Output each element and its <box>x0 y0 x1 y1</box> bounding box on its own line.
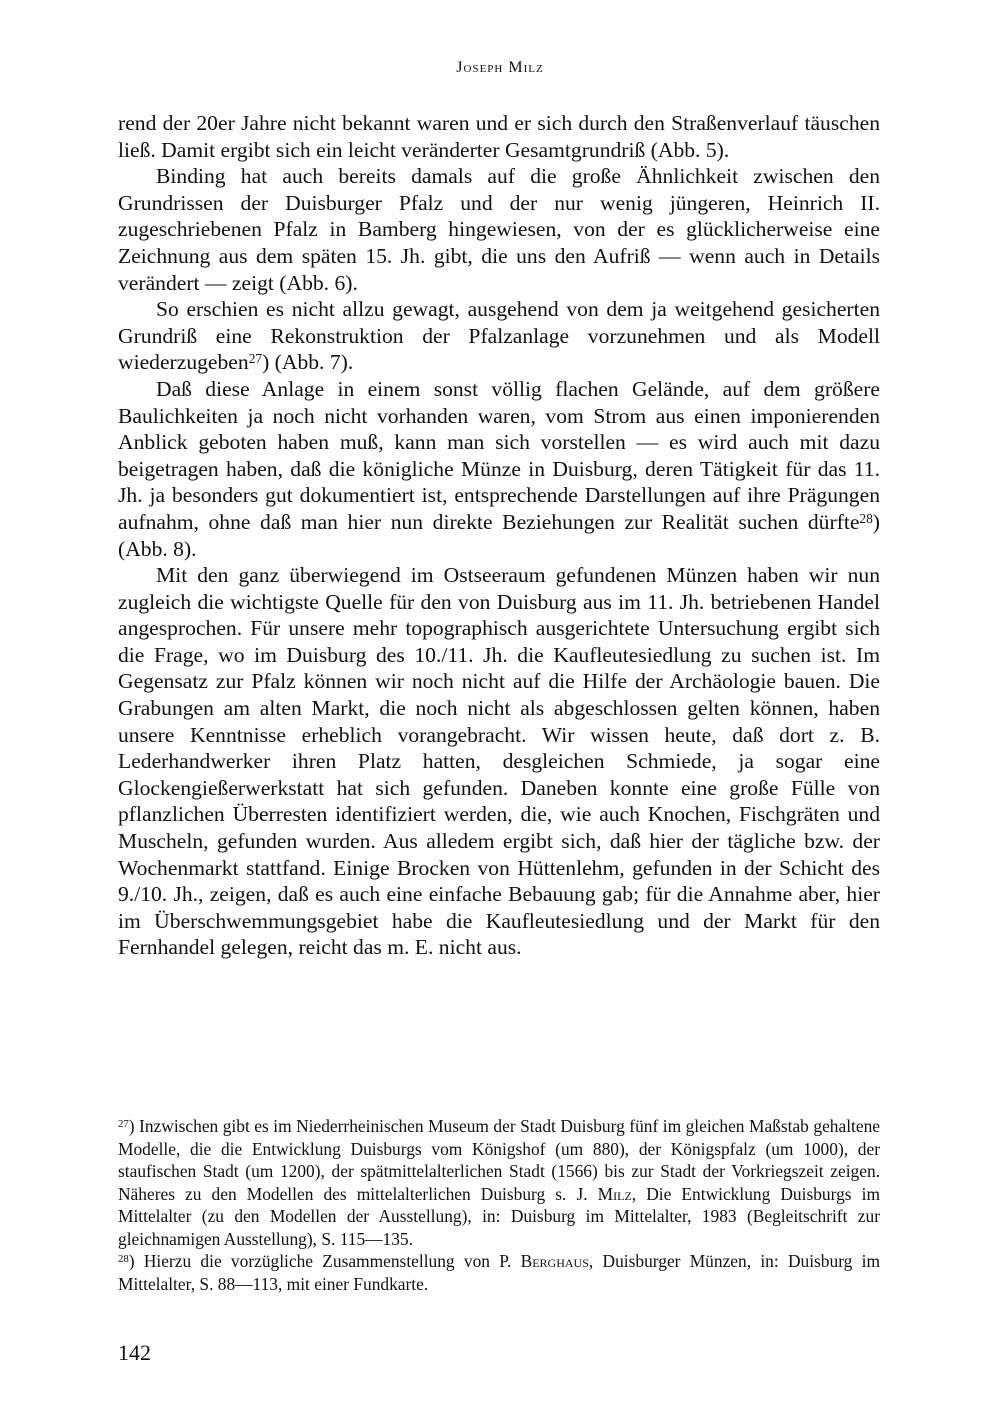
running-header <box>0 58 1000 78</box>
paragraph-text: So erschien es nicht allzu gewagt, ausgehend von dem ja weitgehend gesicherten Grundriß eine Rekonstruktion der Pfalzanlage vorzunehmen und als Modell wiederzugeben <box>118 297 880 375</box>
footnote-ref-27: 27 <box>248 351 263 367</box>
footnote-text: ) Hierzu die vorzügliche Zusammenstellung von P. <box>128 1251 521 1271</box>
page-number: 142 <box>118 1340 151 1365</box>
footnote-text: ) Inzwischen gibt es im Niederrheinischen Museum der Stadt Duisburg fünf im gleichen Maßstab gehaltene Modelle, die die Entwicklung Duisburgs vom Königshof (um 880), der Königspfalz (um 1000), der staufischen Stadt (um 1200), der spätmittelalterlichen Stadt (1566) bis zur Stadt der Vorkriegszeit zeigen. Näheres zu den Modellen des mittelalterlichen Duisburg s. J. <box>118 1116 880 1204</box>
footnote-text: , Die Entwicklung Duisburgs im Mittelalter (zu den Modellen der Ausstellung), in: Duisburg im Mittelalter, 1983 (Begleitschrift zur gleichnamigen Ausstellung), S. 115—135. <box>118 1183 880 1249</box>
body-text <box>118 110 880 961</box>
paragraph-text: ) (Abb. 8). <box>118 509 880 561</box>
paragraph <box>118 376 880 562</box>
footnotes <box>118 1115 880 1295</box>
header-author: Joseph Milz <box>456 59 544 76</box>
footnote-28 <box>118 1250 880 1295</box>
author-name: Milz <box>597 1183 632 1204</box>
paragraph: Binding hat auch bereits damals auf die große Ähnlichkeit zwischen den Grundrissen der Duisburger Pfalz und der nur wenig jüngeren, Heinrich II. zugeschriebenen Pfalz in Bamberg hingewiesen, von der es glücklicherweise eine Zeichnung aus dem späten 15. Jh. gibt, die uns den Aufriß — wenn auch in Details verändert — zeigt (Abb. 6). <box>118 164 880 295</box>
footnote-27 <box>118 1115 880 1250</box>
footnote-number: 27 <box>118 1118 129 1131</box>
paragraph: Mit den ganz überwiegend im Ostseeraum gefundenen Münzen haben wir nun zugleich die wichtigste Quelle für den von Duisburg aus im 11. Jh. betriebenen Handel angesprochen. Für unsere mehr topographisch ausgerichtete Untersuchung ergibt sich die Frage, wo im Duisburg des 10./11. Jh. die Kaufleutesiedlung zu suchen ist. Im Gegensatz zur Pfalz können wir noch nicht auf die Hilfe der Archäologie bauen. Die Grabungen am alten Markt, die noch nicht als abgeschlossen gelten können, haben unsere Kenntnisse erheblich vorangebracht. Wir wissen heute, daß dort z. B. Lederhandwerker ihren Platz hatten, desgleichen Schmiede, ja sogar eine Glockengießerwerkstatt hat sich gefunden. Daneben konnte eine große Fülle von pflanzlichen Überresten identifiziert werden, die, wie auch Knochen, Fischgräten und Muscheln, gefunden wurden. Aus alledem ergibt sich, daß hier der tägliche bzw. der Wochenmarkt stattfand. Einige Brocken von Hüttenlehm, gefunden in der Schicht des 9./10. Jh., zeigen, daß es auch eine einfache Bebauung gab; für die Annahme aber, hier im Überschwemmungsgebiet habe die Kaufleutesiedlung und der Markt für den Fernhandel gelegen, reicht das m. E. nicht aus. <box>118 563 880 960</box>
paragraph-text: ) (Abb. 7). <box>262 350 354 375</box>
paragraph <box>118 296 880 376</box>
footnote-number: 28 <box>118 1253 129 1266</box>
footnote-text: , Duisburger Münzen, in: Duisburg im Mittelalter, S. 88—113, mit einer Fundkarte. <box>118 1251 881 1294</box>
paragraph: rend der 20er Jahre nicht bekannt waren und er sich durch den Straßenverlauf täuschen ließ. Damit ergibt sich ein leicht veränderter Gesamtgrundriß (Abb. 5). <box>118 111 880 162</box>
footnote-ref-28: 28 <box>859 510 873 526</box>
author-name: Berghaus <box>520 1251 589 1271</box>
paragraph-text: Daß diese Anlage in einem sonst völlig flachen Gelände, auf dem größere Baulichkeiten ja noch nicht vorhanden waren, vom Strom aus einen imponierenden Anblick geboten haben muß, kann man sich vorstellen — es wird auch mit dazu beigetragen haben, daß die königliche Münze in Duisburg, deren Tätigkeit für das 11. Jh. ja besonders gut dokumentiert ist, entsprechende Darstellungen auf ihre Prägungen aufnahm, ohne daß man hier nun direkte Beziehungen zur Realität suchen dürfte <box>118 376 880 534</box>
